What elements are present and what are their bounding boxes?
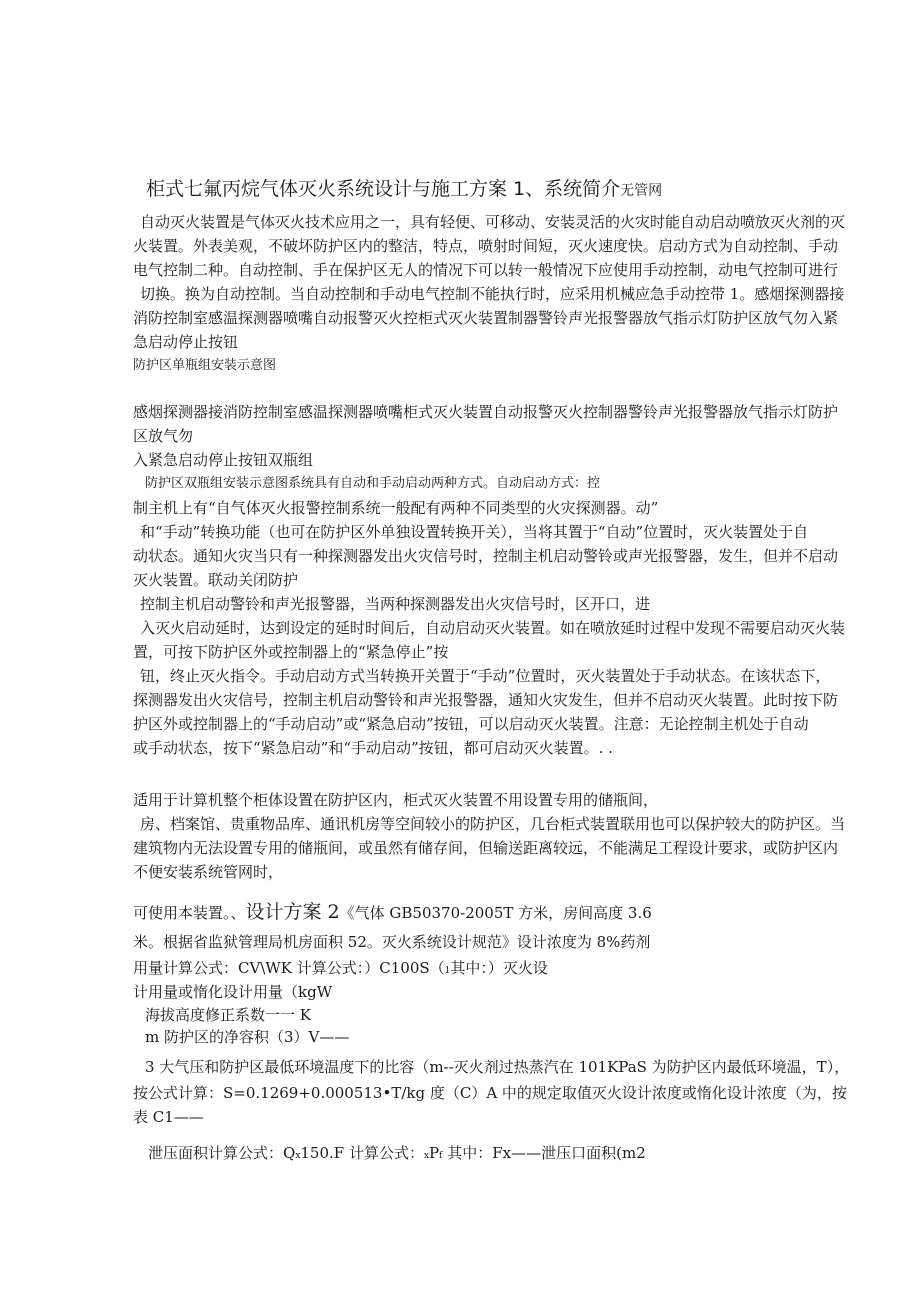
formula-text: P xyxy=(429,1144,440,1162)
text-line: 房、档案馆、贵重物品库、通讯机房等空间较小的防护区，几台柜式装置联用也可以保护较大的防护区。当 xyxy=(140,815,846,833)
text-line: 护区外或控制器上的“手动启动”或“紧急启动”按钮，可以启动灭火装置。注意：无论控制主机处于自动 xyxy=(133,715,809,733)
formula-text: 其中：Fx——泄压口面积(m2 xyxy=(442,1144,646,1162)
startup-modes-paragraph xyxy=(133,472,845,760)
design-line-10 xyxy=(148,1141,646,1168)
design-line-6: m 防护区的净容积（3）V—— xyxy=(145,1028,350,1046)
application-paragraph xyxy=(133,788,845,884)
text-line: 建筑物内无法设置专用的储瓶间，或虽然有储存间，但输送距离较远，不能满足工程设计要求，或防护区内 xyxy=(133,839,839,857)
formula-text: 150.F 计算公式： xyxy=(300,1144,424,1162)
design-line-2: 米。根据省监狱管理局机房面积 52。灭火系统设计规范》设计浓度为 8%药剂 xyxy=(133,933,651,951)
design-text: 《气体 GB50370-2005T 方米，房间高度 3.6 xyxy=(339,904,652,922)
text-line: 控制主机启动警铃和声光报警器，当两种探测器发出火灾信号时，区开口，进 xyxy=(140,595,651,613)
text-line: 防护区双瓶组安装示意图系统具有自动和手动启动两种方式。自动启动方式：控 xyxy=(145,476,601,491)
design-line-3 xyxy=(133,956,548,983)
design-line-9: 表 C1—— xyxy=(133,1108,204,1126)
intro-paragraph xyxy=(133,210,845,354)
text-line: 区放气勿 xyxy=(133,427,194,445)
text-line: 置，可按下防护区外或控制器上的“紧急停止”按 xyxy=(133,643,449,661)
document-title xyxy=(146,176,662,204)
design-line-5: 海拔高度修正系数一一 K xyxy=(145,1006,311,1024)
text-line: 入紧急启动停止按钮双瓶组 xyxy=(133,451,314,469)
text-line: 火装置。外表美观，不破坏防护区内的整洁，特点，喷射时间短，灭火速度快。启动方式为自动控制、手动 xyxy=(133,237,839,255)
text-line: 灭火装置。联动关闭防护 xyxy=(133,571,299,589)
title-suffix: 无管网 xyxy=(620,183,663,199)
text-line: 自动灭火装置是气体灭火技术应用之一，具有轻便、可移动、安装灵活的火灾时能自动启动喷放灭火剂的灭 xyxy=(140,213,846,231)
text-line: 探测器发出火灾信号，控制主机启动警铃和声光报警器，通知火灾发生，但并不启动灭火装置。此时按下防 xyxy=(133,691,839,709)
formula-subscript: f xyxy=(439,1151,443,1161)
title-text: 柜式七氟丙烷气体灭火系统设计与施工方案 1、系统简介 xyxy=(146,178,621,200)
text-line: 电气控制二种。自动控制、手在保护区无人的情况下可以转一般情况下应使用手动控制，动电气控制可进行 xyxy=(133,261,839,279)
figure-caption-single: 防护区单瓶组安装示意图 xyxy=(133,358,277,373)
formula-subscript: 1 xyxy=(444,966,451,976)
formula-text: 其中：）灭火设 xyxy=(450,959,548,977)
design-text: 可使用本装置。、 xyxy=(133,904,246,922)
text-line: 消防控制室感温探测器喷嘴自动报警灭火控柜式灭火装置制器警铃声光报警器放气指示灯防护区放气勿入紧 xyxy=(133,309,839,327)
formula-subscript: x xyxy=(295,1151,301,1161)
text-line: 钮，终止灭火指令。手动启动方式当转换开关置于“手动”位置时，灭火装置处于手动状态。在该状态下， xyxy=(140,667,831,685)
alarm-devices-paragraph xyxy=(133,400,838,472)
text-line: 急启动停止按钮 xyxy=(133,333,239,351)
formula-subscript: x xyxy=(423,1151,430,1161)
text-line: 感烟探测器接消防控制室感温探测器喷嘴柜式灭火装置自动报警灭火控制器警铃声光报警器放气指示灯防护 xyxy=(133,403,839,421)
text-line: 切换。换为自动控制。当自动控制和手动电气控制不能执行时，应采用机械应急手动控带 1。感烟探测器接 xyxy=(140,285,845,303)
design-line-4: 计用量或惰化设计用量（kgW xyxy=(133,983,333,1001)
design-line-1 xyxy=(133,898,652,927)
text-line: 适用于计算机整个柜体设置在防护区内，柜式灭火装置不用设置专用的储瓶间， xyxy=(133,791,659,809)
text-line: 入灭火启动延时，达到设定的延时时间后，自动启动灭火装置。如在喷放延时过程中发现不需要启动灭火装 xyxy=(140,619,846,637)
text-line: 和“手动”转换功能（也可在防护区外单独设置转换开关），当将其置于“自动”位置时，灭火装置处于自 xyxy=(140,523,809,541)
text-line: 动状态。通知火灾当只有一种探测器发出火灾信号时，控制主机启动警铃或声光报警器，发生，但并不启动 xyxy=(133,547,839,565)
design-line-7: 3 大气压和防护区最低环境温度下的比容（m--灭火剂过热蒸汽在 101KPaS 为防护区内最低环境温，T）， xyxy=(145,1058,850,1076)
formula-text: 用量计算公式：CV\WK 计算公式：）C100S（ xyxy=(133,959,445,977)
text-line: 或手动状态，按下“紧急启动”和“手动启动”按钮，都可启动灭火装置。. . xyxy=(133,739,613,757)
design-heading: 设计方案 2 xyxy=(245,901,340,923)
text-line: 制主机上有“自气体灭火报警控制系统一般配有两种不同类型的火灾探测器。动” xyxy=(133,499,659,517)
design-line-8: 按公式计算：S=0.1269+0.000513•T/kg 度（C）A 中的规定取值灭火设计浓度或惰化设计浓度（为，按 xyxy=(133,1084,847,1102)
text-line: 不便安装系统管网时， xyxy=(133,863,284,881)
formula-text: 泄压面积计算公式：Q xyxy=(148,1144,296,1162)
